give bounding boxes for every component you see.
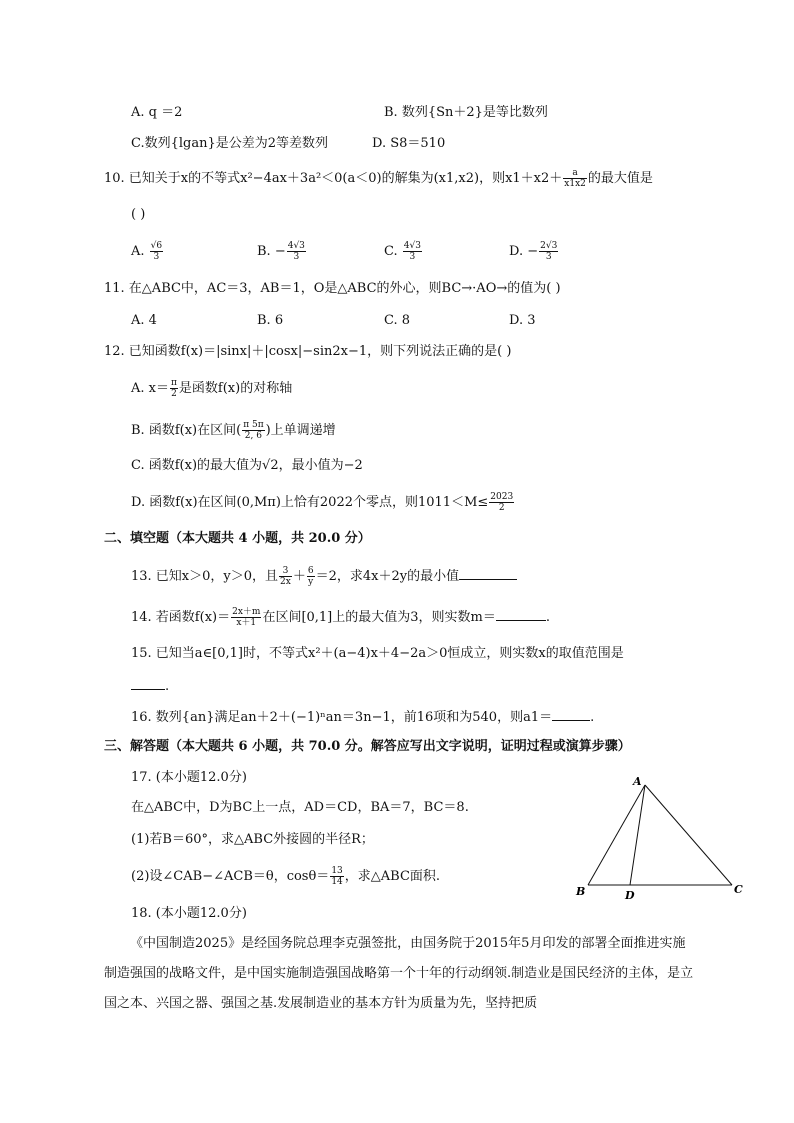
q14-end: . bbox=[545, 610, 550, 625]
q12-b-pre: B. 函数f(x)在区间( bbox=[131, 423, 242, 438]
q12-stem: 12. 已知函数f(x)＝|sinx|＋|cosx|−sin2x−1，则下列说法正确的是( ) bbox=[104, 344, 512, 359]
q14-pre: 14. 若函数f(x)＝ bbox=[131, 610, 231, 625]
q10-c-label: C. bbox=[384, 244, 398, 259]
q10-a-num: √6 bbox=[150, 241, 163, 251]
q17-heading: 17. (本小题12.0分) bbox=[131, 770, 247, 785]
q17-l3-num: 13 bbox=[331, 866, 343, 876]
q10-b-label: B. − bbox=[257, 244, 286, 259]
q12-option-c: C. 函数f(x)的最大值为√2，最小值为−2 bbox=[131, 458, 363, 473]
q16-end: . bbox=[590, 710, 595, 725]
q12-d-den: 2 bbox=[498, 503, 505, 513]
section-fill-in-heading: 二、填空题（本大题共 4 小题，共 20.0 分） bbox=[104, 531, 371, 546]
q11-stem: 11. 在△ABC中，AC＝3，AB＝1，O是△ABC的外心，则BC→·AO→的值为( ) bbox=[104, 281, 561, 296]
q12-b-den: 2, 6 bbox=[244, 431, 262, 441]
q13-f2-den: y bbox=[308, 577, 314, 587]
q12-option-a bbox=[131, 378, 292, 399]
q17-line-2: (1)若B＝60°，求△ABC外接圆的半径R； bbox=[131, 832, 374, 847]
q10-d-label: D. − bbox=[509, 244, 539, 259]
q9-option-d: D. S8＝510 bbox=[372, 136, 446, 151]
q10-d-den: 3 bbox=[545, 252, 552, 262]
q14-post: 在区间[0,1]上的最大值为3，则实数m＝ bbox=[262, 610, 496, 625]
q12-option-b bbox=[131, 420, 336, 441]
q18-paragraph: 《中国制造2025》是经国务院总理李克强签批，由国务院于2015年5月印发的部署全面推进实施制造强国的战略文件，是中国实施制造强国战略第一个十年的行动纲领.制造业是国民经济的主体，是立国之本、兴国之器、强国之基.发展制造业的基本方针为质量为先，坚持把质 bbox=[104, 936, 694, 1011]
q10-option-a bbox=[131, 241, 164, 262]
q12-a-num: π bbox=[171, 378, 177, 388]
q13-post: ＝2，求4x＋2y的最小值 bbox=[315, 569, 460, 584]
q15-answer-line bbox=[131, 676, 169, 696]
q10-stem-post: 的最大值是 bbox=[587, 171, 653, 186]
q17-l3-den: 14 bbox=[331, 877, 343, 887]
side-ab bbox=[588, 785, 645, 885]
q10-a-label: A. bbox=[131, 244, 145, 259]
q18-heading: 18. (本小题12.0分) bbox=[131, 906, 247, 921]
q10-option-c bbox=[384, 241, 423, 262]
vertex-b-label: B bbox=[576, 885, 586, 898]
q13-f2-num: 6 bbox=[307, 566, 314, 576]
q9-option-b: B. 数列{Sn＋2}是等比数列 bbox=[384, 105, 548, 120]
q10-stem bbox=[104, 168, 653, 189]
q13-mid: ＋ bbox=[292, 569, 306, 584]
q14-f-num: 2x＋m bbox=[232, 607, 261, 617]
q12-a-pre: A. x＝ bbox=[131, 381, 169, 396]
q14-f-den: x＋1 bbox=[236, 618, 257, 628]
q11-option-b: B. 6 bbox=[257, 313, 284, 328]
q14-stem bbox=[131, 607, 550, 628]
q10-option-d bbox=[509, 241, 559, 262]
q12-b-num: π 5π bbox=[243, 420, 264, 430]
q16-text: 16. 数列{an}满足an＋2＋(−1)ⁿan＝3n−1，前16项和为540，则a1＝ bbox=[131, 710, 553, 725]
q13-answer-blank bbox=[459, 566, 517, 580]
q13-stem bbox=[131, 566, 517, 587]
q11-option-d: D. 3 bbox=[509, 313, 536, 328]
q10-d-num: 2√3 bbox=[540, 241, 558, 251]
q10-fraction bbox=[563, 168, 587, 189]
vertex-c-label: C bbox=[734, 883, 743, 896]
q12-b-post: )上单调递增 bbox=[265, 423, 336, 438]
q10-c-num: 4√3 bbox=[403, 241, 421, 251]
q13-pre: 13. 已知x＞0，y＞0，且 bbox=[131, 569, 279, 584]
q14-answer-blank bbox=[496, 607, 546, 621]
q12-a-den: 2 bbox=[171, 389, 177, 399]
q12-a-post: 是函数f(x)的对称轴 bbox=[178, 381, 293, 396]
q12-d-pre: D. 函数f(x)在区间(0,Mπ)上恰有2022个零点，则1011＜M≤ bbox=[131, 495, 489, 510]
q17-line-1: 在△ABC中，D为BC上一点，AD＝CD，BA＝7，BC＝8. bbox=[131, 800, 469, 815]
q10-frac-num: a bbox=[563, 168, 587, 179]
q9-option-c: C.数列{lgan}是公差为2等差数列 bbox=[131, 136, 329, 151]
q10-frac-den: x1x2 bbox=[564, 179, 586, 189]
q10-b-num: 4√3 bbox=[287, 241, 305, 251]
q11-option-a: A. 4 bbox=[131, 313, 157, 328]
q11-option-c: C. 8 bbox=[384, 313, 411, 328]
q17-l3-pre: (2)设∠CAB−∠ACB＝θ，cosθ＝ bbox=[131, 869, 330, 884]
triangle-figure bbox=[570, 775, 750, 905]
q17-l3-post: ，求△ABC面积. bbox=[344, 869, 441, 884]
q12-option-d bbox=[131, 492, 515, 513]
q10-paren: ( ) bbox=[131, 207, 146, 222]
q13-f1-num: 3 bbox=[279, 566, 292, 577]
q10-option-b bbox=[257, 241, 307, 262]
q13-f1-den: 2x bbox=[280, 577, 291, 587]
q16-answer-blank bbox=[552, 707, 590, 721]
q15-stem: 15. 已知当a∈[0,1]时，不等式x²＋(a−4)x＋4−2a＞0恒成立，则实数x的取值范围是 bbox=[131, 646, 624, 661]
q12-d-num: 2023 bbox=[490, 492, 514, 502]
segment-ad bbox=[630, 785, 645, 885]
q10-a-den: 3 bbox=[153, 252, 160, 262]
q16-stem bbox=[131, 707, 594, 727]
q17-line-3 bbox=[131, 866, 440, 887]
vertex-a-label: A bbox=[633, 775, 642, 788]
side-ac bbox=[645, 785, 732, 885]
section-answer-heading: 三、解答题（本大题共 6 小题，共 70.0 分。解答应写出文字说明，证明过程或演算步骤） bbox=[104, 739, 631, 754]
q10-b-den: 3 bbox=[293, 252, 300, 262]
q10-stem-pre: 10. 已知关于x的不等式x²−4ax＋3a²＜0(a＜0)的解集为(x1,x2)，则x1＋x2＋ bbox=[104, 171, 563, 186]
point-d-label: D bbox=[625, 889, 635, 902]
q9-option-a: A. q ＝2 bbox=[131, 105, 183, 120]
q15-end: . bbox=[165, 679, 170, 694]
q15-answer-blank bbox=[131, 676, 165, 690]
q10-c-den: 3 bbox=[409, 252, 416, 262]
